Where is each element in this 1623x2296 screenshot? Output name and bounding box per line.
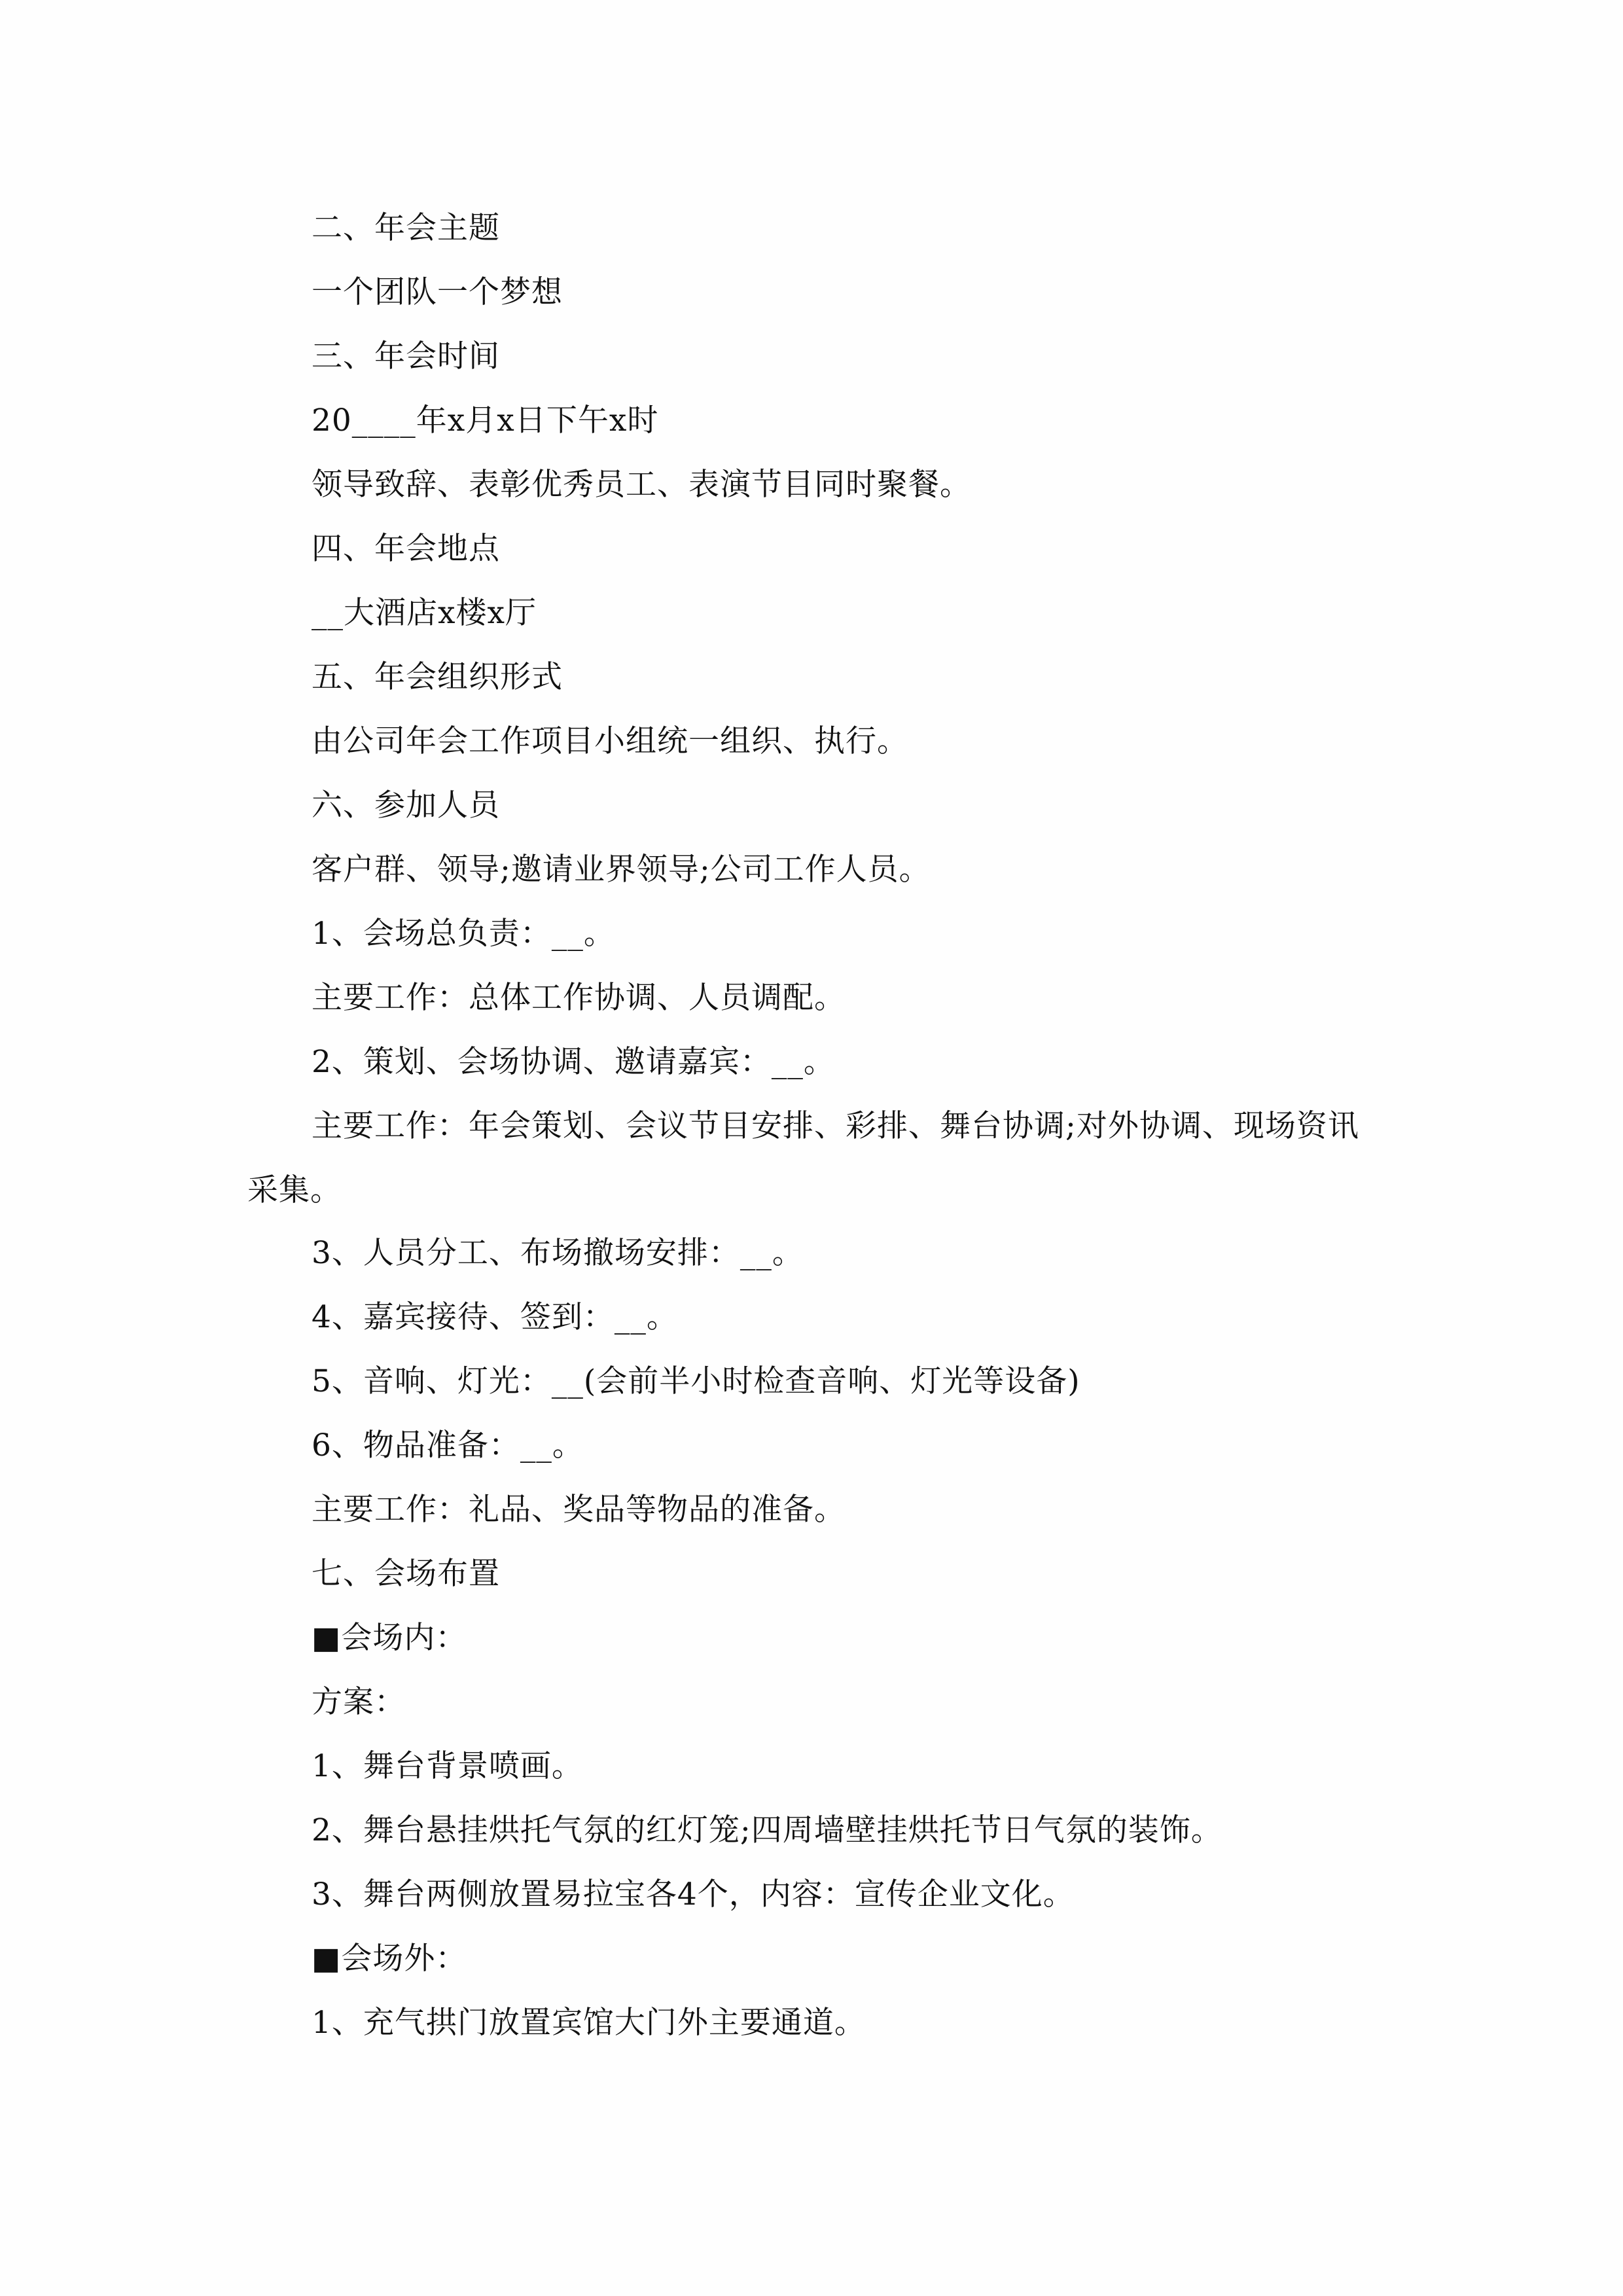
paragraph: 一个团队一个梦想 [312, 274, 563, 310]
section-heading-location: 四、年会地点 [312, 531, 500, 567]
paragraph: 由公司年会工作项目小组统一组织、执行。 [312, 723, 908, 759]
paragraph: 20____年x月x日下午x时 [312, 403, 659, 439]
subheading-outside: ■会场外： [312, 1941, 467, 1977]
paragraph: 主要工作：总体工作协调、人员调配。 [312, 980, 846, 1016]
list-item: 6、物品准备：__。 [312, 1427, 584, 1463]
list-item: 1、舞台背景喷画。 [312, 1748, 583, 1784]
list-item: 2、策划、会场协调、邀请嘉宾：__。 [312, 1044, 835, 1080]
section-heading-time: 三、年会时间 [312, 338, 500, 374]
list-item: 2、舞台悬挂烘托气氛的红灯笼;四周墙壁挂烘托节日气氛的装饰。 [312, 1812, 1222, 1848]
section-heading-theme: 二、年会主题 [312, 210, 500, 246]
paragraph: 领导致辞、表彰优秀员工、表演节目同时聚餐。 [312, 467, 971, 503]
list-item: 5、音响、灯光：__(会前半小时检查音响、灯光等设备) [312, 1363, 1080, 1399]
list-item: 4、嘉宾接待、签到：__。 [312, 1299, 678, 1335]
paragraph: 主要工作：年会策划、会议节目安排、彩排、舞台协调;对外协调、现场资讯采集。 [247, 1108, 1359, 1208]
subheading-inside: ■会场内： [312, 1620, 467, 1656]
paragraph: __大酒店x楼x厅 [312, 595, 537, 631]
list-item: 3、舞台两侧放置易拉宝各4个，内容：宣传企业文化。 [312, 1876, 1075, 1912]
paragraph: 主要工作：礼品、奖品等物品的准备。 [312, 1492, 846, 1528]
list-item: 1、充气拱门放置宾馆大门外主要通道。 [312, 2005, 866, 2041]
list-item: 1、会场总负责：__。 [312, 916, 615, 952]
paragraph: 方案： [312, 1684, 406, 1720]
section-heading-attendees: 六、参加人员 [312, 787, 500, 823]
list-item: 3、人员分工、布场撤场安排：__。 [312, 1235, 804, 1271]
paragraph: 客户群、领导;邀请业界领导;公司工作人员。 [312, 852, 931, 888]
section-heading-format: 五、年会组织形式 [312, 659, 563, 695]
section-heading-venue-setup: 七、会场布置 [312, 1556, 500, 1592]
